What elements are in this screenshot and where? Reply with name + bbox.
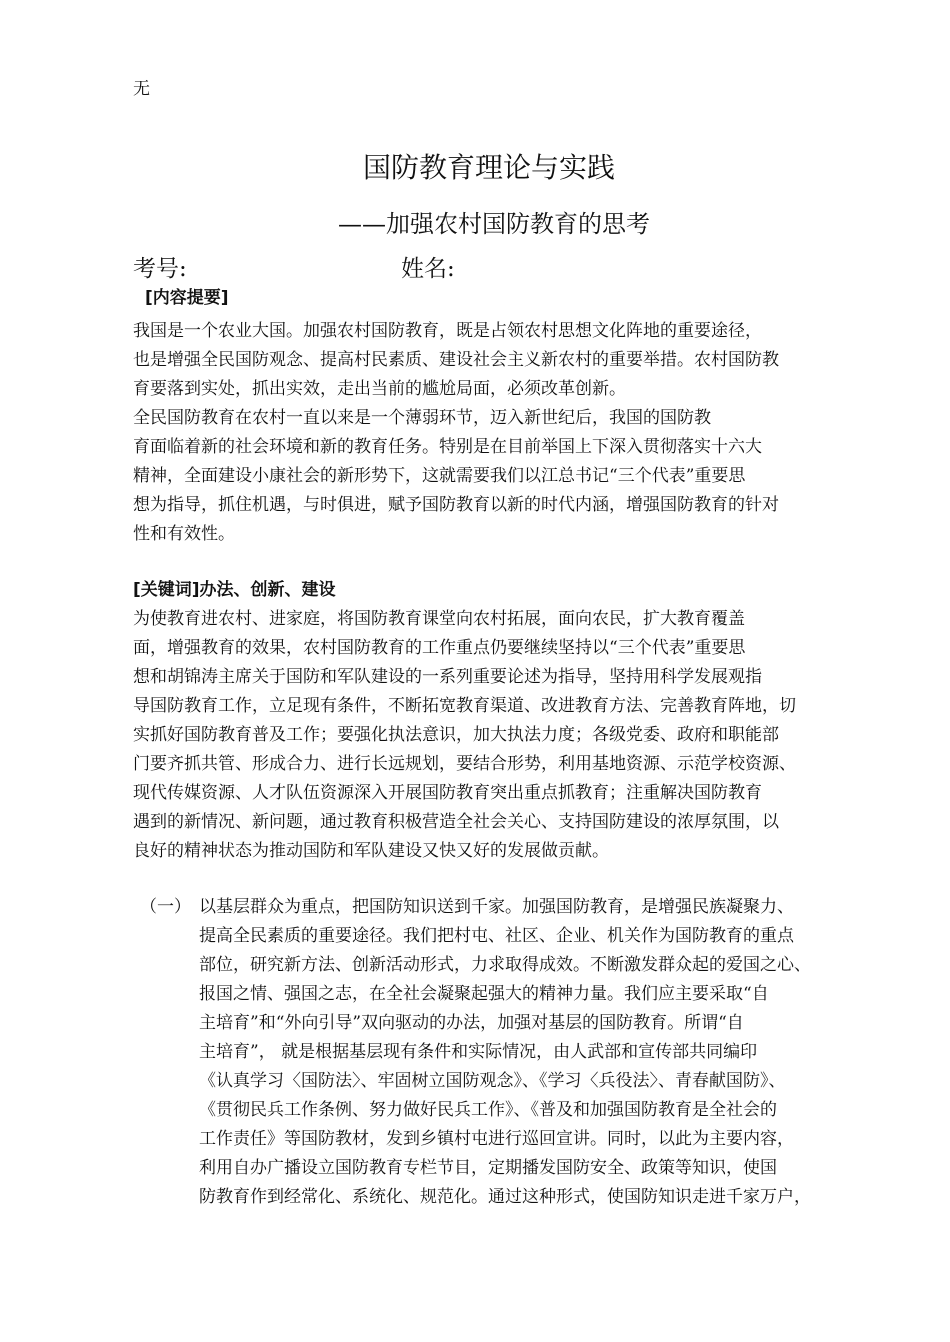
text-line: 部位，研究新方法、创新活动形式，力求取得成效。不断激发群众起的爱国之心、	[199, 955, 811, 975]
text-line: 主培育”和“外向引导”双向驱动的办法，加强对基层的国防教育。所谓“自	[199, 1013, 744, 1033]
summary-heading: [内容提要]	[145, 288, 229, 308]
summary-paragraph-1	[133, 317, 853, 404]
text-line: 性和有效性。	[133, 524, 235, 544]
keywords-heading: [关键词]办法、创新、建设	[133, 580, 336, 600]
exam-number-label: 考号:	[133, 256, 187, 282]
keywords-paragraph	[133, 605, 853, 866]
text-line: 面，增强教育的效果，农村国防教育的工作重点仍要继续坚持以“三个代表”重要思	[133, 638, 746, 658]
exam-fields	[133, 254, 833, 288]
text-line: 提高全民素质的重要途径。我们把村屯、社区、企业、机关作为国防教育的重点	[199, 926, 794, 946]
text-line: 利用自办广播设立国防教育专栏节目，定期播发国防安全、政策等知识，使国	[199, 1158, 777, 1178]
text-line: 良好的精神状态为推动国防和军队建设又快又好的发展做贡献。	[133, 841, 609, 861]
text-line: 育面临着新的社会环境和新的教育任务。特别是在目前举国上下深入贯彻落实十六大	[133, 437, 762, 457]
text-line: 工作责任》等国防教材，发到乡镇村屯进行巡回宣讲。同时，以此为主要内容，	[199, 1129, 794, 1149]
text-line: 为使教育进农村、进家庭，将国防教育课堂向农村拓展，面向农民，扩大教育覆盖	[133, 609, 745, 629]
text-line: 《认真学习〈国防法〉、牢固树立国防观念》、《学习〈兵役法〉、青春献国防》、	[199, 1071, 786, 1091]
page-title: 国防教育理论与实践	[362, 151, 615, 184]
text-line: 精神，全面建设小康社会的新形势下，这就需要我们以江总书记“三个代表”重要思	[133, 466, 746, 486]
text-line: 我国是一个农业大国。加强农村国防教育，既是占领农村思想文化阵地的重要途径，	[133, 321, 762, 341]
page-subtitle: ——加强农村国防教育的思考	[338, 210, 650, 238]
item-body	[199, 893, 863, 1212]
text-line: 导国防教育工作，立足现有条件，不断拓宽教育渠道、改进教育方法、完善教育阵地，切	[133, 696, 796, 716]
text-line: 育要落到实处，抓出实效，走出当前的尴尬局面，必须改革创新。	[133, 379, 626, 399]
text-line: 以基层群众为重点，把国防知识送到千家。加强国防教育，是增强民族凝聚力、	[199, 897, 794, 917]
text-line: 实抓好国防教育普及工作；要强化执法意识，加大执法力度；各级党委、政府和职能部	[133, 725, 779, 745]
text-line: 也是增强全民国防观念、提高村民素质、建设社会主义新农村的重要举措。农村国防教	[133, 350, 779, 370]
text-line: 全民国防教育在农村一直以来是一个薄弱环节，迈入新世纪后，我国的国防教	[133, 408, 711, 428]
text-line: 《贯彻民兵工作条例、努力做好民兵工作》、《普及和加强国防教育是全社会的	[199, 1100, 777, 1120]
header-mark: 无	[133, 79, 150, 99]
text-line: 防教育作到经常化、系统化、规范化。通过这种形式，使国防知识走进千家万户，	[199, 1187, 811, 1207]
text-line: 想和胡锦涛主席关于国防和军队建设的一系列重要论述为指导，坚持用科学发展观指	[133, 667, 762, 687]
name-label: 姓名:	[401, 256, 455, 282]
text-line: 遇到的新情况、新问题，通过教育积极营造全社会关心、支持国防建设的浓厚氛围，以	[133, 812, 779, 832]
item-number: （一）	[140, 897, 191, 917]
text-line: 主培育”， 就是根据基层现有条件和实际情况，由人武部和宣传部共同编印	[199, 1042, 758, 1062]
text-line: 现代传媒资源、人才队伍资源深入开展国防教育突出重点抓教育；注重解决国防教育	[133, 783, 762, 803]
summary-paragraph-2	[133, 404, 853, 549]
text-line: 报国之情、强国之志，在全社会凝聚起强大的精神力量。我们应主要采取“自	[199, 984, 769, 1004]
text-line: 门要齐抓共管、形成合力、进行长远规划，要结合形势，利用基地资源、示范学校资源、	[133, 754, 796, 774]
text-line: 想为指导，抓住机遇，与时俱进，赋予国防教育以新的时代内涵，增强国防教育的针对	[133, 495, 779, 515]
